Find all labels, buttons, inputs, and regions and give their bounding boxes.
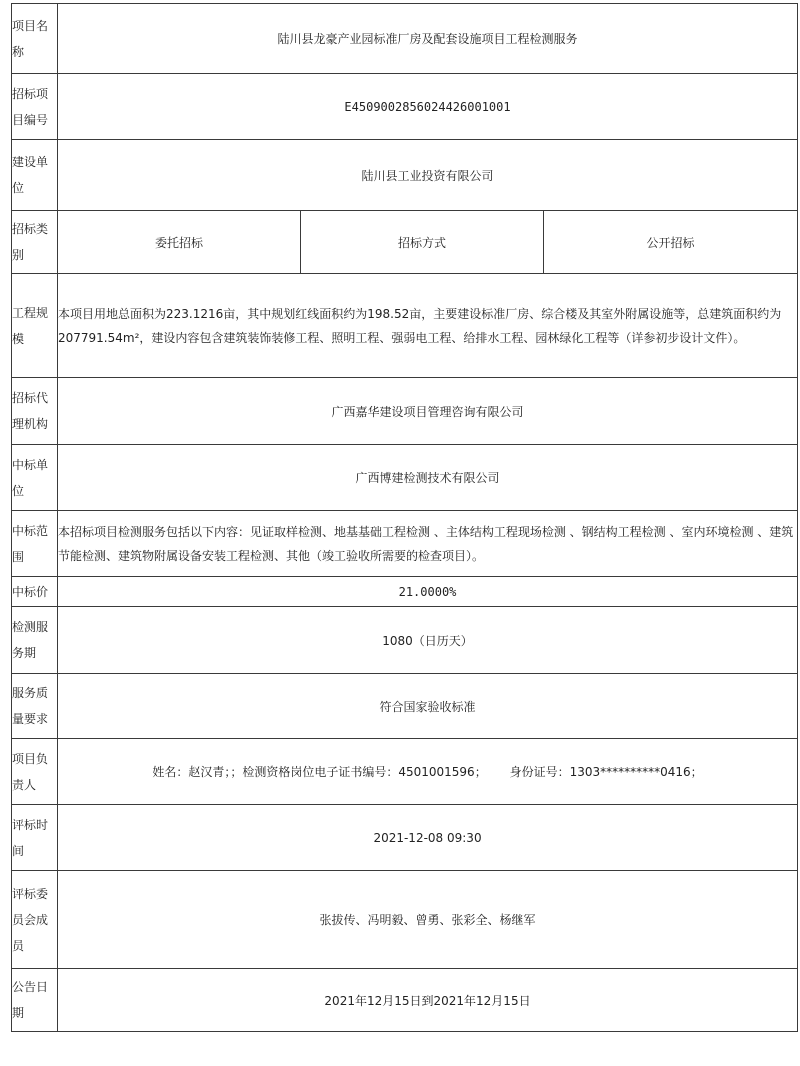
value-price: 21.0000% [58, 577, 798, 607]
label-manager: 项目负责人 [12, 739, 58, 805]
row-notice-date [12, 969, 798, 1032]
label-bid-method: 招标方式 [301, 211, 544, 274]
row-scale [12, 274, 798, 378]
label-scale: 工程规模 [12, 274, 58, 378]
value-manager: 姓名：赵汉青；；检测资格岗位电子证书编号：4501001596； 身份证号：1303**********0416； [58, 739, 798, 805]
label-period: 检测服务期 [12, 607, 58, 674]
value-project-no: E4509002856024426001001 [58, 74, 798, 140]
row-scope [12, 511, 798, 577]
value-eval-time: 2021-12-08 09:30 [58, 805, 798, 871]
row-committee [12, 871, 798, 969]
label-quality: 服务质量要求 [12, 674, 58, 739]
row-project-name [12, 4, 798, 74]
label-price: 中标价 [12, 577, 58, 607]
row-manager [12, 739, 798, 805]
label-winner: 中标单位 [12, 445, 58, 511]
value-period: 1080（日历天） [58, 607, 798, 674]
label-scope: 中标范围 [12, 511, 58, 577]
label-category: 招标类别 [12, 211, 58, 274]
value-committee: 张拔传、冯明毅、曾勇、张彩全、杨继军 [58, 871, 798, 969]
value-bid-method: 公开招标 [544, 211, 798, 274]
value-agent: 广西嘉华建设项目管理咨询有限公司 [58, 378, 798, 445]
row-project-no [12, 74, 798, 140]
label-project-no: 招标项目编号 [12, 74, 58, 140]
label-notice-date: 公告日期 [12, 969, 58, 1032]
value-notice-date: 2021年12月15日到2021年12月15日 [58, 969, 798, 1032]
row-price [12, 577, 798, 607]
row-category [12, 211, 798, 274]
value-winner: 广西博建检测技术有限公司 [58, 445, 798, 511]
row-winner [12, 445, 798, 511]
label-committee: 评标委员会成员 [12, 871, 58, 969]
row-period [12, 607, 798, 674]
bid-result-table [11, 3, 798, 1032]
value-quality: 符合国家验收标准 [58, 674, 798, 739]
label-owner: 建设单位 [12, 140, 58, 211]
value-category-type: 委托招标 [58, 211, 301, 274]
label-project-name: 项目名称 [12, 4, 58, 74]
label-agent: 招标代理机构 [12, 378, 58, 445]
row-agent [12, 378, 798, 445]
value-project-name: 陆川县龙豪产业园标准厂房及配套设施项目工程检测服务 [58, 4, 798, 74]
value-scale: 本项目用地总面积为223.1216亩，其中规划红线面积约为198.52亩，主要建设标准厂房、综合楼及其室外附属设施等，总建筑面积约为207791.54m²，建设内容包含建筑装饰装修工程、照明工程、强弱电工程、给排水工程、园林绿化工程等（详参初步设计文件）。 [58, 274, 798, 378]
row-owner [12, 140, 798, 211]
value-scope: 本招标项目检测服务包括以下内容：见证取样检测、地基基础工程检测 、主体结构工程现场检测 、钢结构工程检测 、室内环境检测 、建筑节能检测、建筑物附属设备安装工程检测、其他（竣工验收所需要的检查项目）。 [58, 511, 798, 577]
label-eval-time: 评标时间 [12, 805, 58, 871]
row-eval-time [12, 805, 798, 871]
row-quality [12, 674, 798, 739]
value-owner: 陆川县工业投资有限公司 [58, 140, 798, 211]
